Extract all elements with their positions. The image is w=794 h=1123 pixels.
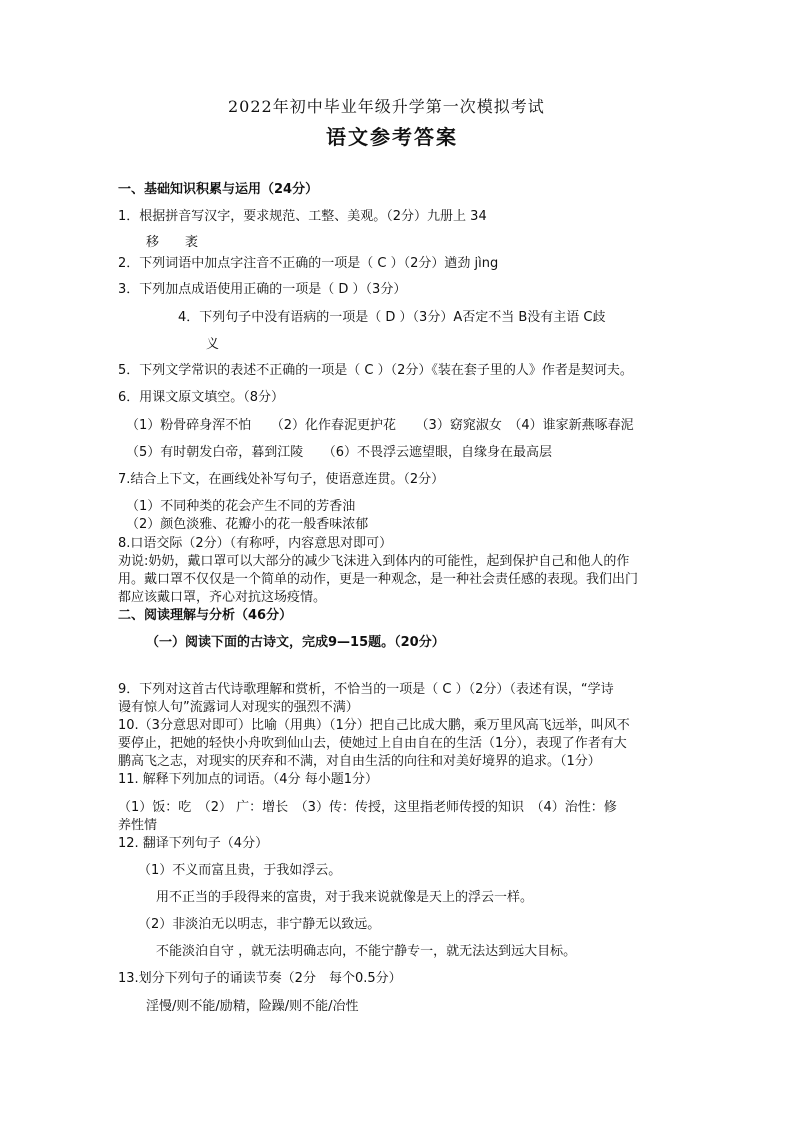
answer-line: （5）有时朝发白帝，暮到江陵 （6）不畏浮云遮望眼，自缘身在最高层 [126,445,553,460]
answer-line: 要停止，把她的轻快小舟吹到仙山去，使她过上自由自在的生活（1分），表现了作者有大 [118,736,627,751]
answer-line: （1）粉骨碎身浑不怕 （2）化作春泥更护花 （3）窈窕淑女 （4）谁家新燕啄春泥 [126,418,634,433]
answer-line: （1）不义而富且贵，于我如浮云。 [138,863,342,878]
page-title: 语文参考答案 [326,125,458,149]
answer-line: 3．下列加点成语使用正确的一项是（ D ）（3分） [118,282,407,297]
answer-line: 劝说:奶奶，戴口罩可以大部分的减少飞沫进入到体内的可能性，起到保护自己和他人的作 [118,554,630,569]
answer-line: 不能淡泊自守 ，就无法明确志向，不能宁静专一，就无法达到远大目标。 [156,944,577,959]
answer-line: 4．下列句子中没有语病的一项是（ D ）（3分）A否定不当 B没有主语 C歧 [178,310,606,325]
answer-line: 用不正当的手段得来的富贵，对于我来说就像是天上的浮云一样。 [156,890,534,905]
section-heading: 二、阅读理解与分析（46分） [118,608,293,623]
answer-line: 12. 翻译下列句子（4分） [118,836,269,851]
exam-title: 2022年初中毕业年级升学第一次模拟考试 [228,97,545,116]
section-heading: 一、基础知识积累与运用（24分） [118,182,319,197]
answer-line: 5．下列文学常识的表述不正确的一项是（ C ）（2分）《装在套子里的人》作者是契诃夫。 [118,363,633,378]
answer-line: 用。戴口罩不仅仅是一个简单的动作，更是一种观念，是一种社会责任感的表现。我们出门 [118,572,639,587]
answer-line: 谩有惊人句”流露词人对现实的强烈不满） [118,700,359,715]
answer-line: 鹏高飞之志，对现实的厌弃和不满，对自由生活的向往和对美好境界的追求。（1分） [118,754,601,769]
answer-line: 10.（3分意思对即可）比喻（用典）（1分）把自己比成大鹏，乘万里风高飞远举，叫风不 [118,718,630,733]
answer-line: 移 袤 [146,235,199,250]
answer-line: （1）饭：吃 （2） 广：增长 （3）传：传授，这里指老师传授的知识 （4）治性：修 [118,800,617,815]
answer-line: 13.划分下列句子的诵读节奏（2分 每个0.5分） [118,971,402,986]
answer-line: 淫慢/则不能/励精，险躁/则不能/冶性 [146,999,359,1014]
answer-line: 都应该戴口罩，齐心对抗这场疫情。 [118,590,327,605]
answer-line: 7.结合上下文，在画线处补写句子，使语意连贯。（2分） [118,472,445,487]
answer-line: （2）颜色淡雅、花瓣小的花一般香味浓郁 [126,517,369,532]
answer-line: 2．下列词语中加点字注音不正确的一项是（ C ）（2分）遒劲 jìng [118,256,499,271]
answer-line: 8.口语交际（2分）（有称呼，内容意思对即可） [118,536,393,551]
answer-line: （1）不同种类的花会产生不同的芳香油 [126,499,356,514]
subsection-heading: （一）阅读下面的古诗文，完成9—15题。（20分） [146,635,445,650]
answer-line: 11. 解释下列加点的词语。（4分 每小题1分） [118,772,378,787]
answer-line: 义 [206,337,220,352]
answer-line: 养性情 [118,818,158,833]
answer-line: 1．根据拼音写汉字，要求规范、工整、美观。（2分）九册上 34 [118,209,487,224]
answer-line: （2）非淡泊无以明志，非宁静无以致远。 [138,917,381,932]
answer-line: 9．下列对这首古代诗歌理解和赏析，不恰当的一项是（ C ）（2分）（表述有误，“学诗 [118,682,614,697]
answer-line: 6．用课文原文填空。（8分） [118,390,285,405]
